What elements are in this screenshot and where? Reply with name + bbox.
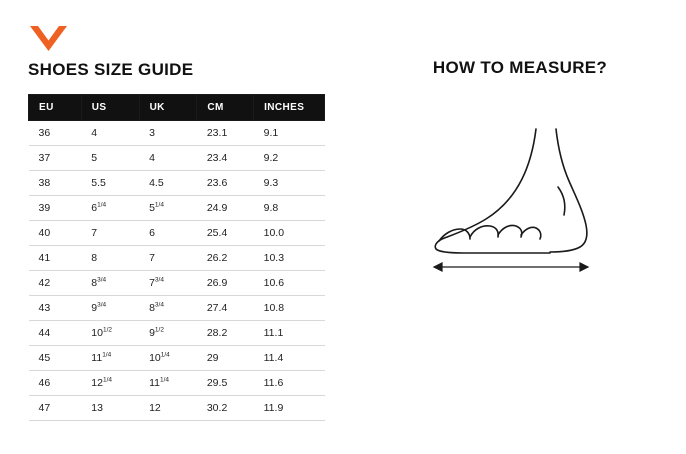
cell-eu: 42 [29, 271, 82, 296]
cell-cm: 29.5 [197, 371, 254, 396]
cell-uk-value: 9 [149, 327, 155, 339]
cell-us-fraction: 3/4 [97, 276, 107, 284]
cell-us-value: 8 [91, 252, 98, 264]
table-row [29, 221, 325, 246]
cell-uk-value: 3 [149, 127, 155, 139]
cell-cm: 24.9 [197, 196, 254, 221]
table-row [29, 246, 325, 271]
cell-inches: 10.0 [254, 221, 325, 246]
cell-us-fraction: 1/2 [102, 326, 113, 334]
cell-inches: 9.3 [254, 171, 325, 196]
cell-uk [139, 346, 197, 371]
cell-us-value: 6 [91, 202, 98, 214]
cell-uk [139, 171, 197, 196]
cell-cm: 25.4 [197, 221, 254, 246]
table-row [29, 296, 325, 321]
cell-inches: 11.1 [254, 321, 325, 346]
column-header-us: US [81, 95, 139, 121]
cell-us [81, 371, 139, 396]
cell-cm: 23.1 [197, 121, 254, 146]
cell-us [81, 271, 139, 296]
cell-uk-fraction: 1/4 [154, 201, 164, 209]
table-header [29, 95, 325, 121]
cell-us-fraction: 1/4 [102, 351, 112, 359]
cell-inches: 9.8 [254, 196, 325, 221]
cell-uk-value: 6 [149, 227, 155, 239]
cell-uk [139, 121, 197, 146]
cell-cm: 27.4 [197, 296, 254, 321]
cell-us [81, 146, 139, 171]
cell-cm: 29 [197, 346, 254, 371]
cell-us [81, 321, 139, 346]
cell-uk-value: 4 [149, 152, 155, 164]
cell-us [81, 171, 139, 196]
cell-us-value: 12 [91, 377, 103, 389]
cell-uk-value: 7 [149, 252, 155, 264]
cell-eu: 40 [29, 221, 82, 246]
cell-cm: 30.2 [197, 396, 254, 421]
cell-eu: 44 [29, 321, 82, 346]
size-guide-section [28, 60, 328, 421]
cell-uk [139, 146, 197, 171]
cell-us [81, 196, 139, 221]
page-title: SHOES SIZE GUIDE [28, 60, 194, 79]
cell-us-value: 10 [91, 327, 103, 339]
cell-eu: 41 [29, 246, 82, 271]
cell-us [81, 346, 139, 371]
cell-uk-value: 11 [149, 377, 160, 389]
cell-us-value: 9 [91, 302, 98, 314]
cell-us-value: 8 [91, 277, 98, 289]
cell-us [81, 246, 139, 271]
cell-uk-value: 7 [149, 277, 155, 289]
how-to-measure-title: HOW TO MEASURE? [432, 58, 608, 77]
cell-us [81, 121, 139, 146]
cell-us-value: 5 [91, 152, 98, 164]
cell-inches: 11.4 [254, 346, 325, 371]
cell-eu: 47 [29, 396, 82, 421]
cell-eu: 46 [29, 371, 82, 396]
table-row [29, 396, 325, 421]
cell-inches: 10.8 [254, 296, 325, 321]
table-row [29, 171, 325, 196]
cell-cm: 26.2 [197, 246, 254, 271]
cell-inches: 11.6 [254, 371, 325, 396]
cell-eu: 39 [29, 196, 82, 221]
cell-inches: 11.9 [254, 396, 325, 421]
cell-us-fraction: 1/4 [102, 376, 113, 384]
cell-uk [139, 221, 197, 246]
brand-logo [28, 24, 70, 54]
cell-inches: 9.2 [254, 146, 325, 171]
table-body [29, 121, 325, 421]
table-row [29, 371, 325, 396]
cell-uk [139, 396, 197, 421]
cell-us-value: 5.5 [91, 177, 106, 189]
cell-eu: 45 [29, 346, 82, 371]
foot-diagram [430, 125, 640, 295]
cell-us-value: 11 [91, 352, 103, 364]
size-chart-table [28, 94, 325, 421]
cell-us-value: 13 [91, 402, 103, 414]
column-header-uk: UK [139, 95, 197, 121]
cell-uk-fraction: 1/4 [159, 376, 170, 384]
cell-us [81, 396, 139, 421]
cell-us [81, 296, 139, 321]
cell-inches: 9.1 [254, 121, 325, 146]
cell-uk-value: 10 [149, 352, 161, 364]
cell-inches: 10.6 [254, 271, 325, 296]
cell-uk [139, 246, 197, 271]
cell-us-fraction: 3/4 [97, 301, 107, 309]
cell-us-value: 7 [91, 227, 98, 239]
cell-eu: 43 [29, 296, 82, 321]
cell-uk-fraction: 1/2 [154, 326, 164, 334]
table-header-row [29, 95, 325, 121]
table-row [29, 146, 325, 171]
cell-uk [139, 196, 197, 221]
cell-uk-value: 12 [149, 402, 161, 414]
cell-uk-value: 8 [149, 302, 155, 314]
cell-uk-fraction: 3/4 [154, 276, 164, 284]
column-header-inches: INCHES [254, 95, 325, 121]
cell-uk-value: 5 [149, 202, 155, 214]
cell-uk-fraction: 1/4 [160, 351, 170, 359]
cell-uk [139, 321, 197, 346]
cell-cm: 23.6 [197, 171, 254, 196]
cell-uk-value: 4.5 [149, 177, 164, 189]
cell-us-fraction: 1/4 [97, 201, 107, 209]
table-row [29, 196, 325, 221]
cell-cm: 26.9 [197, 271, 254, 296]
cell-uk [139, 296, 197, 321]
cell-eu: 38 [29, 171, 82, 196]
cell-inches: 10.3 [254, 246, 325, 271]
cell-eu: 37 [29, 146, 82, 171]
table-row [29, 271, 325, 296]
cell-eu: 36 [29, 121, 82, 146]
table-row [29, 321, 325, 346]
cell-us [81, 221, 139, 246]
cell-cm: 28.2 [197, 321, 254, 346]
table-row [29, 121, 325, 146]
table-row [29, 346, 325, 371]
cell-uk [139, 271, 197, 296]
cell-uk-fraction: 3/4 [154, 301, 164, 309]
cell-uk [139, 371, 197, 396]
cell-cm: 23.4 [197, 146, 254, 171]
column-header-eu: EU [29, 95, 82, 121]
how-to-measure-section [380, 58, 660, 78]
column-header-cm: CM [197, 95, 254, 121]
cell-us-value: 4 [91, 127, 98, 139]
